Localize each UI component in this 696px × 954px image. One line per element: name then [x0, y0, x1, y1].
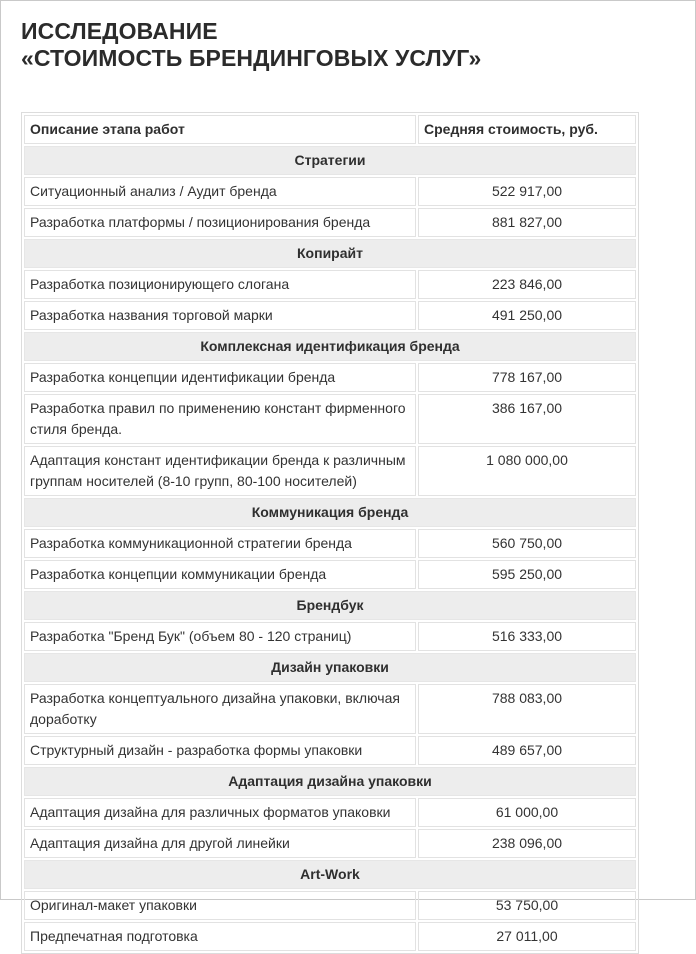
- work-description: Разработка концептуального дизайна упаковки, включая доработку: [24, 684, 416, 734]
- work-description: Структурный дизайн - разработка формы упаковки: [24, 736, 416, 765]
- work-description: Адаптация дизайна для различных форматов упаковки: [24, 798, 416, 827]
- average-cost: 238 096,00: [418, 829, 636, 858]
- table-row: [24, 529, 636, 558]
- average-cost: 560 750,00: [418, 529, 636, 558]
- work-description: Ситуационный анализ / Аудит бренда: [24, 177, 416, 206]
- price-table: [21, 112, 639, 954]
- work-description: Предпечатная подготовка: [24, 922, 416, 951]
- header-description: Описание этапа работ: [24, 115, 416, 144]
- average-cost: 223 846,00: [418, 270, 636, 299]
- work-description: Разработка правил по применению констант фирменного стиля бренда.: [24, 394, 416, 444]
- section-title: Адаптация дизайна упаковки: [24, 767, 636, 796]
- average-cost: 53 750,00: [418, 891, 636, 920]
- page-title-line-2: «СТОИМОСТЬ БРЕНДИНГОВЫХ УСЛУГ»: [21, 45, 482, 71]
- work-description: Разработка позиционирующего слогана: [24, 270, 416, 299]
- average-cost: 522 917,00: [418, 177, 636, 206]
- page-title: [21, 18, 481, 72]
- average-cost: 1 080 000,00: [418, 446, 636, 496]
- table-row: [24, 891, 636, 920]
- average-cost: 386 167,00: [418, 394, 636, 444]
- work-description: Адаптация констант идентификации бренда к различным группам носителей (8-10 групп, 80-100 носителей): [24, 446, 416, 496]
- section-title: Art-Work: [24, 860, 636, 889]
- work-description: Разработка концепции коммуникации бренда: [24, 560, 416, 589]
- average-cost: 788 083,00: [418, 684, 636, 734]
- table-row: [24, 446, 636, 496]
- table-row: [24, 270, 636, 299]
- average-cost: 881 827,00: [418, 208, 636, 237]
- average-cost: 516 333,00: [418, 622, 636, 651]
- section-row: [24, 860, 636, 889]
- work-description: Разработка названия торговой марки: [24, 301, 416, 330]
- average-cost: 61 000,00: [418, 798, 636, 827]
- section-row: [24, 591, 636, 620]
- section-title: Коммуникация бренда: [24, 498, 636, 527]
- table-row: [24, 798, 636, 827]
- section-row: [24, 146, 636, 175]
- header-cost: Средняя стоимость, руб.: [418, 115, 636, 144]
- section-row: [24, 239, 636, 268]
- table-row: [24, 301, 636, 330]
- section-title: Стратегии: [24, 146, 636, 175]
- page-title-line-1: ИССЛЕДОВАНИЕ: [21, 18, 218, 44]
- table-row: [24, 684, 636, 734]
- section-title: Брендбук: [24, 591, 636, 620]
- work-description: Разработка "Бренд Бук" (объем 80 - 120 страниц): [24, 622, 416, 651]
- work-description: Разработка платформы / позиционирования бренда: [24, 208, 416, 237]
- average-cost: 489 657,00: [418, 736, 636, 765]
- table-row: [24, 560, 636, 589]
- table-row: [24, 622, 636, 651]
- work-description: Разработка коммуникационной стратегии бренда: [24, 529, 416, 558]
- table-row: [24, 922, 636, 951]
- table-header-row: [24, 115, 636, 144]
- table-row: [24, 394, 636, 444]
- section-title: Копирайт: [24, 239, 636, 268]
- section-title: Дизайн упаковки: [24, 653, 636, 682]
- table-row: [24, 736, 636, 765]
- section-row: [24, 653, 636, 682]
- section-row: [24, 498, 636, 527]
- table-row: [24, 177, 636, 206]
- average-cost: 27 011,00: [418, 922, 636, 951]
- work-description: Разработка концепции идентификации бренда: [24, 363, 416, 392]
- table-row: [24, 829, 636, 858]
- table-row: [24, 363, 636, 392]
- section-title: Комплексная идентификация бренда: [24, 332, 636, 361]
- average-cost: 778 167,00: [418, 363, 636, 392]
- work-description: Оригинал-макет упаковки: [24, 891, 416, 920]
- section-row: [24, 767, 636, 796]
- table-row: [24, 208, 636, 237]
- average-cost: 595 250,00: [418, 560, 636, 589]
- average-cost: 491 250,00: [418, 301, 636, 330]
- work-description: Адаптация дизайна для другой линейки: [24, 829, 416, 858]
- section-row: [24, 332, 636, 361]
